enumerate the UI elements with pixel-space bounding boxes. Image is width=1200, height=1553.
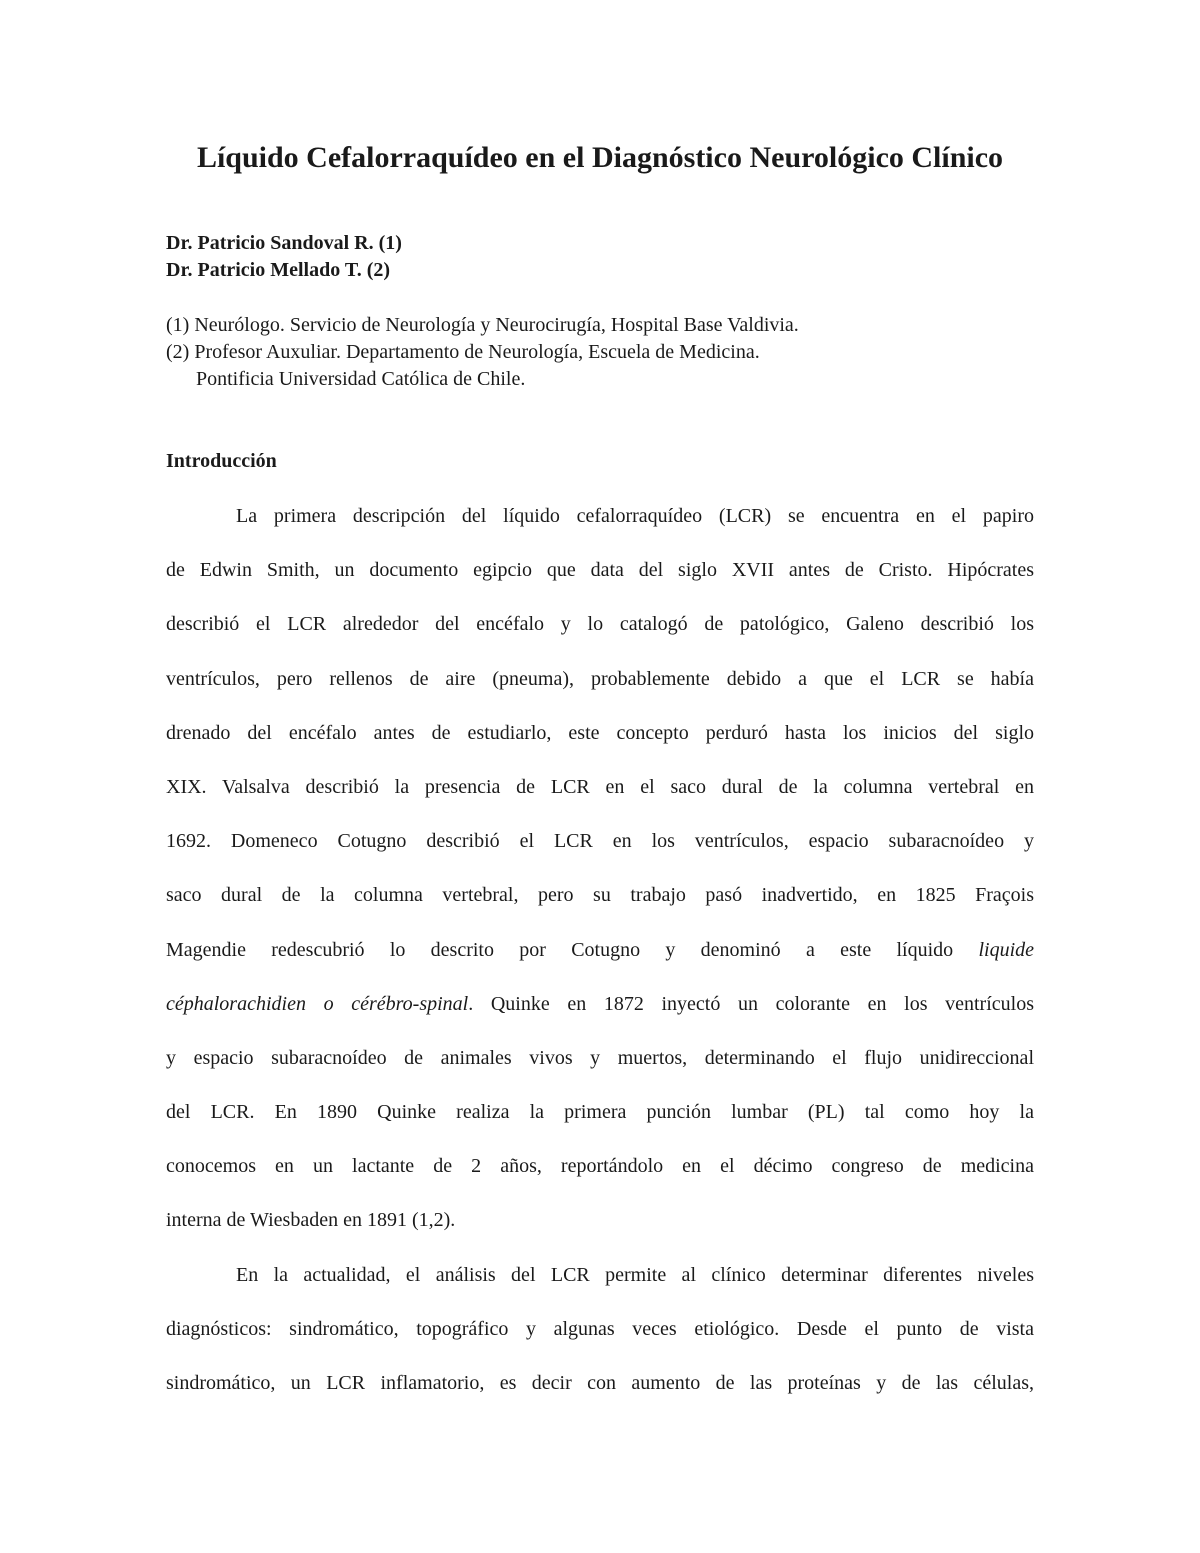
paragraph-line: 1692. Domeneco Cotugno describió el LCR en los ventrículos, espacio subaracnoídeo y: [166, 830, 1034, 853]
affiliation-2-continued: Pontificia Universidad Católica de Chile.: [196, 368, 526, 390]
author-1: Dr. Patricio Sandoval R. (1): [166, 232, 402, 254]
author-2: Dr. Patricio Mellado T. (2): [166, 259, 391, 281]
paragraph-line: saco dural de la columna vertebral, pero su trabajo pasó inadvertido, en 1825 Fraçois: [166, 884, 1034, 907]
paragraph-line: ventrículos, pero rellenos de aire (pneuma), probablemente debido a que el LCR se había: [166, 667, 1034, 690]
paragraph-line: conocemos en un lactante de 2 años, reportándolo en el décimo congreso de medicina: [166, 1155, 1034, 1178]
affiliation-list: [166, 312, 1046, 393]
body-text: [166, 501, 1034, 1422]
paragraph-line: interna de Wiesbaden en 1891 (1,2).: [166, 1209, 456, 1232]
paragraph-line: La primera descripción del líquido cefalorraquídeo (LCR) se encuentra en el papiro: [236, 505, 1034, 527]
paragraph-line: y espacio subaracnoídeo de animales vivos y muertos, determinando el flujo unidireccional: [166, 1046, 1034, 1069]
affiliation-2: (2) Profesor Auxuliar. Departamento de Neurología, Escuela de Medicina.: [166, 341, 760, 363]
author-list: [166, 230, 1046, 284]
paragraph-line: de Edwin Smith, un documento egipcio que data del siglo XVII antes de Cristo. Hipócrates: [166, 559, 1034, 582]
line-text: . Quinke en 1872 inyectó un colorante en los ventrículos: [468, 992, 1034, 1015]
paragraph-line: drenado del encéfalo antes de estudiarlo, este concepto perduró hasta los inicios del siglo: [166, 721, 1034, 744]
section-heading-introduccion: Introducción: [166, 450, 277, 472]
italic-term: céphalorachidien o cérébro-spinal: [166, 992, 469, 1015]
paragraph-2: [166, 1260, 1034, 1423]
paragraph-line: sindromático, un LCR inflamatorio, es decir con aumento de las proteínas y de las células,: [166, 1372, 1034, 1394]
document-title: Líquido Cefalorraquídeo en el Diagnóstico Neurológico Clínico: [196, 141, 1004, 174]
line-text: Magendie redescubrió lo descrito por Cotugno y denominó a este líquido: [166, 938, 979, 961]
italic-term: liquide: [978, 938, 1034, 961]
affiliation-1: (1) Neurólogo. Servicio de Neurología y Neurocirugía, Hospital Base Valdivia.: [166, 314, 799, 336]
paragraph-line: describió el LCR alrededor del encéfalo y lo catalogó de patológico, Galeno describió los: [166, 613, 1034, 636]
paragraph-line: del LCR. En 1890 Quinke realiza la primera punción lumbar (PL) tal como hoy la: [166, 1101, 1034, 1124]
paragraph-line: [166, 935, 1034, 989]
paragraph-line: [166, 989, 1034, 1043]
paragraph-line: diagnósticos: sindromático, topográfico y algunas veces etiológico. Desde el punto de vista: [166, 1317, 1034, 1340]
paragraph-line: XIX. Valsalva describió la presencia de LCR en el saco dural de la columna vertebral en: [166, 775, 1034, 798]
paragraph-1: [166, 501, 1034, 1260]
paragraph-line: En la actualidad, el análisis del LCR permite al clínico determinar diferentes niveles: [236, 1263, 1034, 1286]
